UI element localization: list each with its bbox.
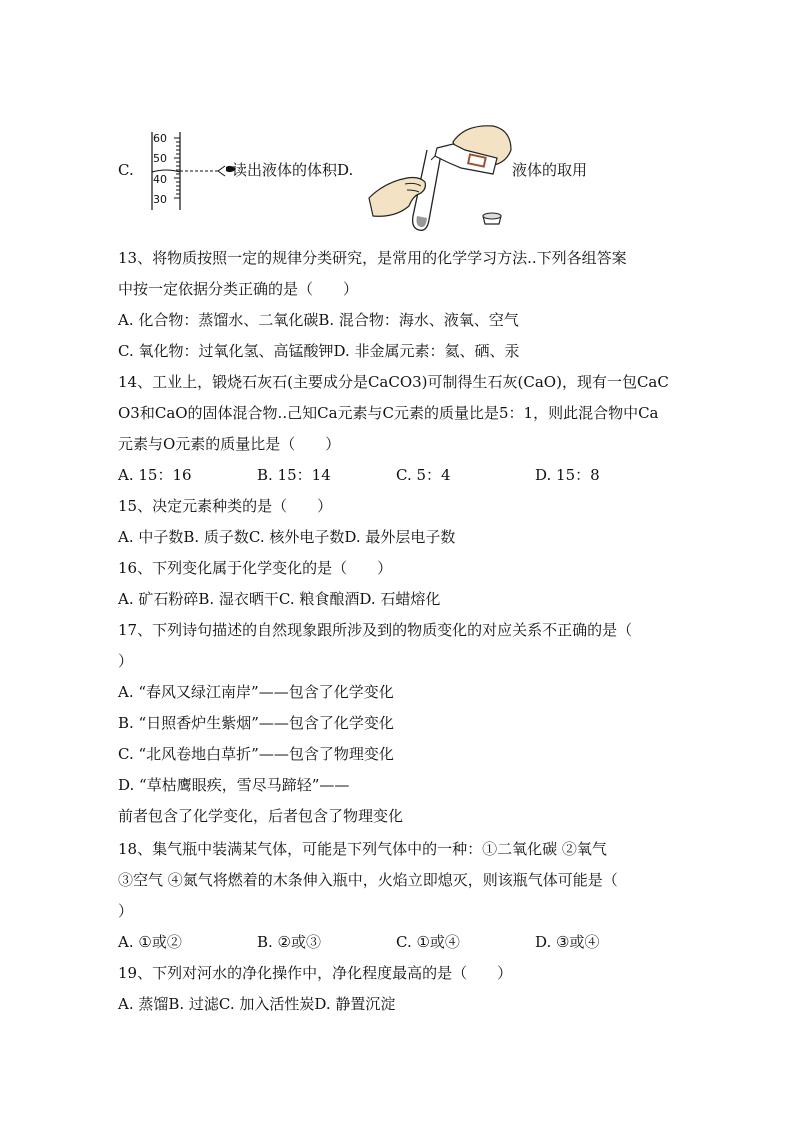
q18-option-c: C. ①或④ xyxy=(396,933,460,951)
graduated-cylinder-figure xyxy=(138,128,238,212)
scale-tick-40: 40 xyxy=(153,173,167,186)
q13-options-line-1: A. 化合物：蒸馏水、二氧化碳B. 混合物：海水、液氧、空气 xyxy=(118,311,519,329)
q16-options: A. 矿石粉碎B. 湿衣晒干C. 粮食酿酒D. 石蜡熔化 xyxy=(118,590,441,608)
q14-stem-line-3: 元素与O元素的质量比是（ ） xyxy=(118,435,341,453)
q14-option-d: D. 15：8 xyxy=(535,466,600,484)
q18-stem-line-2: ③空气 ④氮气将燃着的木条伸入瓶中，火焰立即熄灭，则该瓶气体可能是（ xyxy=(118,871,618,889)
q18-stem-line-1: 18、集气瓶中装满某气体，可能是下列气体中的一种：①二氧化碳 ②氧气 xyxy=(118,840,607,858)
q17-option-b: B. “日照香炉生紫烟”——包含了化学变化 xyxy=(118,714,394,732)
q14-option-c: C. 5：4 xyxy=(396,466,451,484)
q15-stem: 15、决定元素种类的是（ ） xyxy=(118,497,333,515)
q19-options: A. 蒸馏B. 过滤C. 加入活性炭D. 静置沉淀 xyxy=(118,995,396,1013)
option-c-label: C. xyxy=(118,161,134,179)
q17-option-a: A. “春风又绿江南岸”——包含了化学变化 xyxy=(118,683,394,701)
q17-stem-line-1: 17、下列诗句描述的自然现象跟所涉及到的物质变化的对应关系不正确的是（ xyxy=(118,621,633,639)
q18-option-a: A. ①或② xyxy=(118,933,182,951)
q17-option-d-continued: 前者包含了化学变化，后者包含了物理变化 xyxy=(118,807,404,825)
q14-option-a: A. 15：16 xyxy=(118,466,192,484)
q18-option-b: B. ②或③ xyxy=(257,933,322,951)
q18-option-d: D. ③或④ xyxy=(535,933,600,951)
option-c-caption: 读出液体的体积D. xyxy=(232,161,354,179)
q19-stem: 19、下列对河水的净化操作中，净化程度最高的是（ ） xyxy=(118,964,513,982)
scale-tick-60: 60 xyxy=(153,132,167,145)
q14-stem-line-1: 14、工业上，锻烧石灰石(主要成分是CaCO3)可制得生石灰(CaO)，现有一包CaC xyxy=(118,373,669,391)
liquid-pouring-figure xyxy=(365,120,515,232)
q13-stem-line-2: 中按一定依据分类正确的是（ ） xyxy=(118,280,359,298)
scale-tick-50: 50 xyxy=(153,152,167,165)
q13-options-line-2: C. 氧化物：过氧化氢、高锰酸钾D. 非金属元素：氦、硒、汞 xyxy=(118,342,520,360)
q16-stem: 16、下列变化属于化学变化的是（ ） xyxy=(118,559,393,577)
q17-stem-line-2: ） xyxy=(118,652,134,670)
q14-stem-line-2: O3和CaO的固体混合物..己知Ca元素与C元素的质量比是5：1，则此混合物中Ca xyxy=(118,404,659,422)
q17-option-c: C. “北风卷地白草折”——包含了物理变化 xyxy=(118,745,394,763)
q13-stem-line-1: 13、将物质按照一定的规律分类研究，是常用的化学学习方法..下列各组答案 xyxy=(118,249,627,267)
q18-stem-line-3: ） xyxy=(118,902,134,920)
q14-option-b: B. 15：14 xyxy=(257,466,331,484)
q17-option-d: D. “草枯鹰眼疾，雪尽马蹄轻”—— xyxy=(118,776,350,794)
option-d-caption: 液体的取用 xyxy=(512,161,588,179)
q15-options: A. 中子数B. 质子数C. 核外电子数D. 最外层电子数 xyxy=(118,528,456,546)
scale-tick-30: 30 xyxy=(153,193,167,206)
